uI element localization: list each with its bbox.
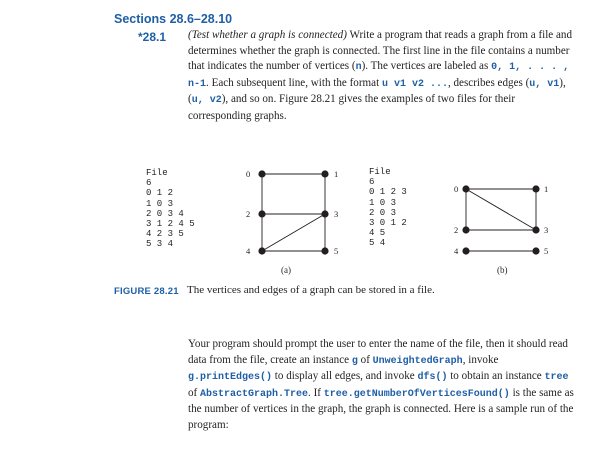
- vertex-label-3: 3: [334, 209, 339, 219]
- body-paragraph: Your program should prompt the user to enter the name of the file, then it should read data from the file, create an instance g of UnweightedGraph, invoke g.printEdges() to display all edges, and invoke dfs() to obtain an instance tree of AbstractGraph.Tree. If tree.getNumberOfVerticesFound() is the same as the number of vertices in the graph, the graph is connected. Here is a sample run of the program:: [188, 338, 574, 431]
- subfigure-label-a: (a): [281, 265, 291, 275]
- vertex-label-2: 2: [454, 225, 459, 235]
- vertex-label-5: 5: [544, 246, 549, 256]
- section-heading: Sections 28.6–28.10: [114, 12, 233, 26]
- code-get-number-of-vertices-found: tree.getNumberOfVerticesFound(): [323, 388, 510, 400]
- code-dfs: dfs(): [417, 372, 448, 383]
- code-print-edges: g.printEdges(): [188, 372, 273, 383]
- vertex-5: [321, 247, 328, 254]
- vertex-4: [462, 247, 469, 254]
- vertex-3: [321, 210, 328, 217]
- figure-caption: The vertices and edges of a graph can be stored in a file.: [187, 284, 435, 296]
- subfigure-label-b: (b): [497, 265, 508, 275]
- code-edge2: u, v2: [191, 95, 222, 106]
- edge-0-3: [466, 189, 536, 230]
- vertex-label-2: 2: [246, 209, 251, 219]
- vertex-label-0: 0: [454, 184, 459, 194]
- vertex-5: [532, 247, 539, 254]
- vertex-0: [462, 185, 469, 192]
- vertex-label-4: 4: [454, 246, 459, 256]
- vertex-label-0: 0: [246, 169, 251, 179]
- code-n: n: [355, 62, 362, 73]
- code-format: u v1 v2 ...: [381, 78, 448, 90]
- code-tree: tree: [544, 372, 569, 383]
- vertex-0: [258, 170, 265, 177]
- exercise-title: (Test whether a graph is connected): [188, 29, 347, 41]
- figure-label: FIGURE 28.21: [114, 286, 179, 297]
- vertex-1: [532, 185, 539, 192]
- code-edge1: u, v1: [529, 78, 560, 90]
- graph-b: [448, 175, 568, 267]
- vertex-2: [258, 210, 265, 217]
- vertex-label-1: 1: [544, 184, 549, 194]
- vertex-1: [321, 170, 328, 177]
- code-labels: 0, 1, . . . , n-1: [188, 62, 570, 90]
- vertex-label-4: 4: [246, 246, 251, 256]
- graph-a: [228, 160, 348, 265]
- exercise-number: *28.1: [138, 30, 167, 44]
- code-g: g: [351, 355, 358, 367]
- file-listing-a: File 6 0 1 2 1 0 3 2 0 3 4 3 1 2 4 5 4 2 3 5 5 3 4: [146, 168, 195, 250]
- code-unweighted-graph: UnweightedGraph: [372, 355, 463, 367]
- file-listing-b: File 6 0 1 2 3 1 0 3 2 0 3 3 0 1 2 4 5 5 4: [369, 167, 407, 249]
- vertex-3: [532, 226, 539, 233]
- exercise-description: (Test whether a graph is connected) Write a program that reads a graph from a file and determines whether the graph is connected. The first line in the file contains a number that indicates the number of vertices (n). The vertices are labeled as 0, 1, . . . , n-1. Each subsequent line, with the format u v1 v2 ..., describes edges (u, v1), (u, v2), and so on. Figure 28.21 gives the examples of two files for their corresponding graphs.: [188, 29, 573, 122]
- vertex-label-5: 5: [334, 246, 339, 256]
- code-abstract-graph-tree: AbstractGraph.Tree: [200, 388, 309, 400]
- vertex-label-1: 1: [334, 169, 339, 179]
- vertex-2: [462, 226, 469, 233]
- vertex-label-3: 3: [544, 225, 549, 235]
- vertex-4: [258, 247, 265, 254]
- edge-3-4: [262, 214, 325, 251]
